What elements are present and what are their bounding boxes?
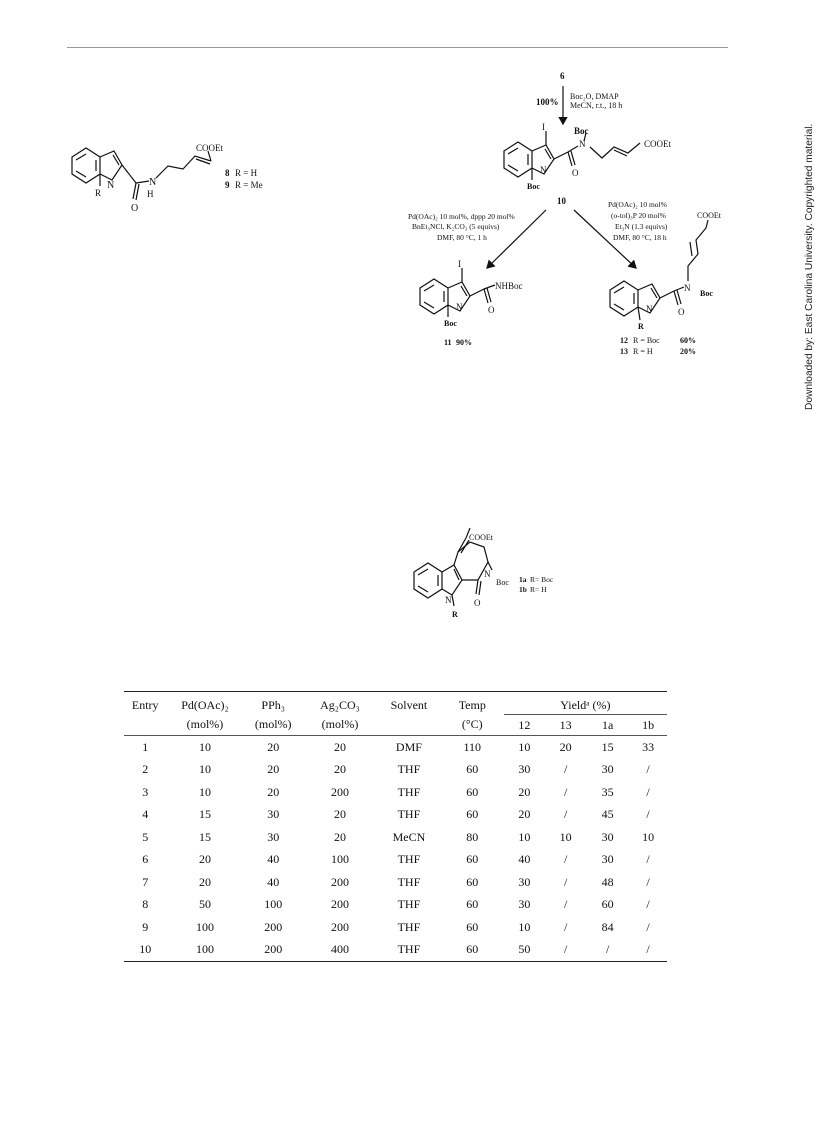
cmpd8-r: R [95, 188, 102, 198]
cell-solvent: THF [397, 762, 421, 777]
cell-temp: 60 [466, 897, 479, 912]
cell-entry: 4 [142, 807, 149, 822]
step1-reagent: Boc₂O, DMAP [570, 92, 619, 101]
cell-y13: / [545, 939, 586, 962]
cell-solvent: THF [397, 784, 421, 799]
cmpd8-o: O [131, 203, 139, 214]
cell-y1a: 45 [601, 807, 614, 822]
cell-temp: 80 [466, 829, 479, 844]
cell-y12: 30 [518, 874, 531, 889]
cmpd12-r: R [638, 322, 644, 331]
cell-temp: 60 [466, 784, 479, 799]
cell-y1a: 48 [601, 874, 614, 889]
table-row [124, 939, 667, 962]
cell-y1a: 15 [601, 739, 614, 754]
cell-temp: 60 [466, 807, 479, 822]
col-yield-12: 12 [504, 715, 545, 736]
cell-pph: 20 [267, 739, 280, 754]
cmpd1b-r-def: R= H [530, 585, 547, 594]
cell-ag: 400 [303, 939, 377, 962]
cell-entry: 9 [142, 919, 149, 934]
step1-conditions: MeCN, r.t., 18 h [570, 101, 623, 110]
cell-pph: 20 [267, 762, 280, 777]
cmpd10-nboc: Boc [574, 126, 589, 136]
right-cond-2: (o-tol)₃P 20 mol% [611, 211, 666, 220]
cell-pd: 10 [198, 739, 211, 754]
cell-temp: 60 [466, 762, 479, 777]
cell-entry: 1 [142, 739, 149, 754]
col-solvent: Solvent [377, 692, 441, 715]
azepine-nboc: Boc [496, 578, 509, 587]
cell-temp: 60 [466, 919, 479, 934]
table-row [124, 759, 667, 782]
cell-pph: 40 [267, 852, 280, 867]
cell-entry: 7 [142, 874, 149, 889]
cell-entry: 5 [142, 829, 149, 844]
cell-ag: 200 [330, 784, 349, 799]
cell-y13: / [563, 807, 568, 822]
cmpd10-ring-boc: Boc [527, 182, 540, 191]
cell-y13: / [563, 762, 568, 777]
cell-y12: 10 [518, 739, 531, 754]
cmpd8-amide-n: N [149, 177, 157, 188]
cell-y1b: / [646, 919, 650, 934]
cell-y1b: 10 [642, 829, 655, 844]
right-cond-4: DMF, 80 °C, 18 h [613, 233, 667, 242]
cmpd8-ring-n: N [107, 180, 115, 191]
col-temp-unit: (°C) [441, 715, 504, 736]
cell-pd: 100 [166, 939, 243, 962]
table-row [124, 736, 667, 759]
cell-y1b: / [646, 784, 650, 799]
cmpd13-num: 13 [620, 347, 628, 356]
cmpd8-num: 8 [225, 168, 230, 178]
cell-y1b: / [646, 852, 650, 867]
table-header-row [124, 692, 667, 715]
cell-pd: 20 [198, 852, 211, 867]
cell-y12: 10 [518, 829, 531, 844]
right-cond-3: Et₃N (1.3 equivs) [615, 222, 668, 231]
cell-ag: 20 [333, 762, 346, 777]
cell-y13: / [563, 897, 568, 912]
cell-pph: 30 [267, 829, 280, 844]
col-pd-unit: (mol%) [166, 715, 243, 736]
cell-ag: 20 [333, 829, 346, 844]
cell-y12: 10 [518, 919, 531, 934]
step1-yield: 100% [536, 97, 559, 107]
cell-ag: 200 [330, 874, 349, 889]
cell-y13: / [563, 784, 568, 799]
cell-y13: / [563, 852, 568, 867]
cmpd9-r-def: R = Me [235, 180, 263, 190]
cell-solvent: THF [397, 852, 421, 867]
col-entry: Entry [124, 692, 166, 715]
right-cond-1: Pd(OAc)₂ 10 mol% [608, 200, 667, 209]
compound-8-9-structure [72, 148, 211, 200]
cell-entry: 8 [142, 897, 149, 912]
cmpd6-label: 6 [560, 71, 565, 81]
table-row [124, 916, 667, 939]
download-watermark: Downloaded by: East Carolina University. Copyrighted material. [804, 123, 815, 410]
cell-pph: 20 [267, 784, 280, 799]
table-row [124, 871, 667, 894]
col-yield-1b: 1b [629, 715, 667, 736]
cell-y12: 40 [518, 852, 531, 867]
cmpd10-n: N [579, 139, 586, 149]
cmpd12-ester: COOEt [697, 211, 721, 220]
cell-y13: / [563, 919, 568, 934]
cell-pd: 100 [195, 919, 214, 934]
cell-y12: 30 [518, 897, 531, 912]
cmpd11-iodo: I [458, 259, 461, 269]
table-row [124, 849, 667, 872]
cell-pph: 100 [264, 897, 283, 912]
cell-entry: 3 [142, 784, 149, 799]
azepine-o: O [474, 598, 481, 608]
cell-y1a: 30 [601, 829, 614, 844]
cell-ag: 200 [330, 897, 349, 912]
cell-pd: 50 [198, 897, 211, 912]
cmpd1a-num: 1a [519, 575, 527, 584]
azepine-n: N [484, 569, 491, 579]
cell-pph: 30 [267, 807, 280, 822]
cmpd12-nboc: Boc [700, 289, 713, 298]
col-ag: Ag₂CO₃ [303, 692, 377, 715]
cmpd13-yield: 20% [680, 347, 696, 356]
cmpd12-yield: 60% [680, 336, 696, 345]
cell-entry: 6 [142, 852, 149, 867]
table-subheader-row [124, 715, 667, 736]
col-pph: PPh₃ [244, 692, 303, 715]
cell-y12: 20 [518, 807, 531, 822]
cell-y1b: / [646, 807, 650, 822]
cell-pph: 200 [244, 939, 303, 962]
cell-y13: 20 [559, 739, 572, 754]
cell-entry: 2 [142, 762, 149, 777]
cell-temp: 60 [441, 939, 504, 962]
cmpd1a-r-def: R= Boc [530, 575, 554, 584]
cmpd13-r-def: R = H [633, 347, 653, 356]
cmpd10-ring-n: N [540, 165, 547, 175]
cell-ag: 20 [333, 807, 346, 822]
cmpd8-nh: H [147, 189, 154, 199]
cell-y12: 30 [518, 762, 531, 777]
cell-solvent: MeCN [392, 829, 426, 844]
col-temp: Temp [441, 692, 504, 715]
cell-solvent: THF [397, 919, 421, 934]
cmpd11-boc: Boc [444, 319, 457, 328]
cell-y12: 20 [518, 784, 531, 799]
cell-pph: 200 [264, 919, 283, 934]
left-cond-1: Pd(OAc)₂ 10 mol%, dppp 20 mol% [408, 212, 515, 221]
cell-pd: 15 [198, 807, 211, 822]
table-row [124, 894, 667, 917]
cell-solvent: THF [397, 807, 421, 822]
cell-ag: 200 [330, 919, 349, 934]
cell-temp: 60 [466, 852, 479, 867]
cmpd8-ester: COOEt [196, 143, 223, 153]
cell-ag: 20 [333, 739, 346, 754]
left-cond-3: DMF, 80 °C, 1 h [437, 233, 487, 242]
cmpd10-ester: COOEt [644, 139, 671, 149]
cell-pd: 20 [198, 874, 211, 889]
col-yield-13: 13 [545, 715, 586, 736]
cmpd12-r-def: R = Boc [633, 336, 660, 345]
cell-y1b: 33 [642, 739, 655, 754]
cell-temp: 60 [466, 874, 479, 889]
cell-y1b: / [646, 874, 650, 889]
cmpd1b-num: 1b [519, 585, 527, 594]
cell-solvent: THF [377, 939, 441, 962]
cell-y1a: 60 [601, 897, 614, 912]
cmpd11-nhboc: NHBoc [495, 281, 523, 291]
cmpd12-o: O [678, 307, 685, 317]
col-pd: Pd(OAc)₂ [166, 692, 243, 715]
col-yield-1a: 1a [586, 715, 629, 736]
azepine-ring-n: N [445, 595, 452, 605]
cell-y12: 50 [504, 939, 545, 962]
cmpd12-num: 12 [620, 336, 628, 345]
cmpd10-label: 10 [557, 196, 566, 206]
cell-y1a: / [586, 939, 629, 962]
cell-solvent: DMF [395, 739, 422, 754]
cell-solvent: THF [397, 874, 421, 889]
cmpd10-iodo: I [542, 122, 545, 132]
cell-y1b: / [646, 762, 650, 777]
cell-solvent: THF [397, 897, 421, 912]
table-row [124, 826, 667, 849]
azepine-r: R [452, 610, 458, 619]
cell-y1a: 84 [601, 919, 614, 934]
col-yield: Yieldᵃ (%) [504, 692, 667, 715]
col-ag-unit: (mol%) [303, 715, 377, 736]
cmpd12-n: N [684, 283, 691, 293]
table-row [124, 781, 667, 804]
optimization-table [124, 691, 667, 962]
cell-y1a: 35 [601, 784, 614, 799]
cell-temp: 110 [463, 739, 482, 754]
cell-pph: 40 [267, 874, 280, 889]
cell-entry: 10 [124, 939, 166, 962]
cmpd10-o: O [572, 168, 579, 178]
cmpd9-num: 9 [225, 180, 230, 190]
table-row [124, 804, 667, 827]
cell-y1a: 30 [601, 852, 614, 867]
cell-y13: 10 [559, 829, 572, 844]
cell-y13: / [563, 874, 568, 889]
cmpd11-ring-n: N [456, 302, 463, 312]
cell-ag: 100 [330, 852, 349, 867]
cell-pd: 10 [198, 762, 211, 777]
azepine-ester: COOEt [469, 533, 493, 542]
cmpd8-r-def: R = H [235, 168, 258, 178]
left-cond-2: BnEt₃NCl, K₂CO₃ (5 equivs) [412, 222, 500, 231]
cell-y1b: / [629, 939, 667, 962]
cell-pd: 10 [198, 784, 211, 799]
cell-pd: 15 [198, 829, 211, 844]
col-pph-unit: (mol%) [244, 715, 303, 736]
cell-y1b: / [646, 897, 650, 912]
cmpd11-yield: 90% [456, 338, 472, 347]
cmpd11-label: 11 [444, 338, 452, 347]
cell-y1a: 30 [601, 762, 614, 777]
cmpd11-o: O [488, 305, 495, 315]
cmpd12-ring-n: N [646, 304, 653, 314]
